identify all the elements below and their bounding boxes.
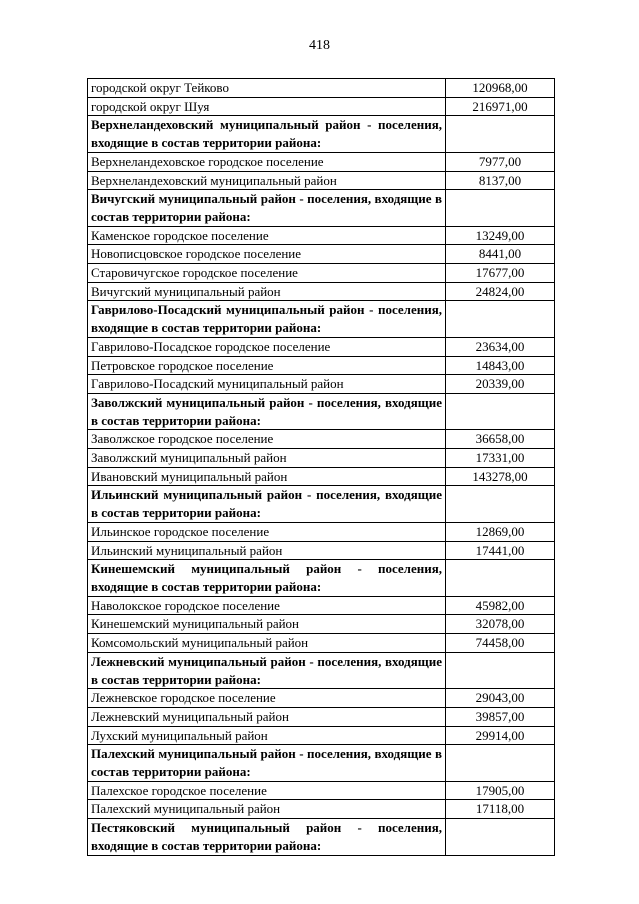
district-header-name: Пестяковский муниципальный район - поселения, входящие в состав территории района: xyxy=(88,819,446,855)
amount-cell: 39857,00 xyxy=(446,707,555,726)
amount-cell: 29043,00 xyxy=(446,689,555,708)
budget-table-body xyxy=(88,79,555,856)
district-header-name: Кинешемский муниципальный район - поселения, входящие в состав территории района: xyxy=(88,560,446,596)
district-header-row xyxy=(88,745,555,781)
entity-name-cell: Палехский муниципальный район xyxy=(88,800,446,819)
district-header-row xyxy=(88,819,555,855)
table-row xyxy=(88,467,555,486)
district-header-row xyxy=(88,652,555,688)
entity-name-cell: Лежневское городское поселение xyxy=(88,689,446,708)
amount-cell: 17677,00 xyxy=(446,264,555,283)
district-header-name: Гаврилово-Посадский муниципальный район - поселения, входящие в состав территории района: xyxy=(88,301,446,337)
table-row xyxy=(88,79,555,98)
entity-name-cell: Кинешемский муниципальный район xyxy=(88,615,446,634)
table-row xyxy=(88,264,555,283)
table-row xyxy=(88,226,555,245)
district-header-row xyxy=(88,190,555,226)
amount-cell xyxy=(446,301,555,337)
page-number: 418 xyxy=(309,38,330,53)
entity-name-cell: Петровское городское поселение xyxy=(88,356,446,375)
amount-cell xyxy=(446,393,555,429)
amount-cell: 74458,00 xyxy=(446,634,555,653)
entity-name-cell: городской округ Шуя xyxy=(88,97,446,116)
table-row xyxy=(88,726,555,745)
amount-cell xyxy=(446,560,555,596)
table-row xyxy=(88,781,555,800)
table-row xyxy=(88,97,555,116)
table-row xyxy=(88,634,555,653)
district-header-name: Ильинский муниципальный район - поселения, входящие в состав территории района: xyxy=(88,486,446,522)
amount-cell xyxy=(446,486,555,522)
table-row xyxy=(88,615,555,634)
amount-cell xyxy=(446,190,555,226)
entity-name-cell: Наволокское городское поселение xyxy=(88,596,446,615)
amount-cell xyxy=(446,745,555,781)
amount-cell: 17441,00 xyxy=(446,541,555,560)
table-row xyxy=(88,449,555,468)
table-row xyxy=(88,152,555,171)
entity-name-cell: Каменское городское поселение xyxy=(88,226,446,245)
table-row xyxy=(88,430,555,449)
entity-name-cell: Верхнеландеховское городское поселение xyxy=(88,152,446,171)
entity-name-cell: Старовичугское городское поселение xyxy=(88,264,446,283)
table-row xyxy=(88,707,555,726)
table-row xyxy=(88,356,555,375)
entity-name-cell: Заволжское городское поселение xyxy=(88,430,446,449)
entity-name-cell: Ильинское городское поселение xyxy=(88,522,446,541)
entity-name-cell: Лежневский муниципальный район xyxy=(88,707,446,726)
amount-cell: 45982,00 xyxy=(446,596,555,615)
district-header-row xyxy=(88,393,555,429)
entity-name-cell: Лухский муниципальный район xyxy=(88,726,446,745)
table-row xyxy=(88,800,555,819)
entity-name-cell: Палехское городское поселение xyxy=(88,781,446,800)
entity-name-cell: городской округ Тейково xyxy=(88,79,446,98)
entity-name-cell: Ильинский муниципальный район xyxy=(88,541,446,560)
entity-name-cell: Гаврилово-Посадское городское поселение xyxy=(88,337,446,356)
table-row xyxy=(88,541,555,560)
district-header-row xyxy=(88,560,555,596)
amount-cell: 36658,00 xyxy=(446,430,555,449)
table-row xyxy=(88,337,555,356)
table-row xyxy=(88,596,555,615)
district-header-row xyxy=(88,486,555,522)
amount-cell xyxy=(446,116,555,152)
table-row xyxy=(88,522,555,541)
amount-cell: 32078,00 xyxy=(446,615,555,634)
table-row xyxy=(88,375,555,394)
district-header-name: Палехский муниципальный район - поселения, входящие в состав территории района: xyxy=(88,745,446,781)
amount-cell xyxy=(446,652,555,688)
amount-cell: 8441,00 xyxy=(446,245,555,264)
table-row xyxy=(88,171,555,190)
entity-name-cell: Гаврилово-Посадский муниципальный район xyxy=(88,375,446,394)
district-header-name: Лежневский муниципальный район - поселения, входящие в состав территории района: xyxy=(88,652,446,688)
amount-cell: 120968,00 xyxy=(446,79,555,98)
district-header-name: Заволжский муниципальный район - поселения, входящие в состав территории района: xyxy=(88,393,446,429)
amount-cell: 143278,00 xyxy=(446,467,555,486)
amount-cell xyxy=(446,819,555,855)
amount-cell: 13249,00 xyxy=(446,226,555,245)
table-row xyxy=(88,282,555,301)
table-row xyxy=(88,245,555,264)
amount-cell: 24824,00 xyxy=(446,282,555,301)
district-header-name: Вичугский муниципальный район - поселения, входящие в состав территории района: xyxy=(88,190,446,226)
table-row xyxy=(88,689,555,708)
budget-table xyxy=(87,78,555,856)
amount-cell: 29914,00 xyxy=(446,726,555,745)
amount-cell: 17905,00 xyxy=(446,781,555,800)
amount-cell: 12869,00 xyxy=(446,522,555,541)
amount-cell: 17118,00 xyxy=(446,800,555,819)
amount-cell: 14843,00 xyxy=(446,356,555,375)
entity-name-cell: Новописцовское городское поселение xyxy=(88,245,446,264)
amount-cell: 8137,00 xyxy=(446,171,555,190)
entity-name-cell: Заволжский муниципальный район xyxy=(88,449,446,468)
entity-name-cell: Комсомольский муниципальный район xyxy=(88,634,446,653)
district-header-row xyxy=(88,301,555,337)
district-header-row xyxy=(88,116,555,152)
amount-cell: 17331,00 xyxy=(446,449,555,468)
district-header-name: Верхнеландеховский муниципальный район - поселения, входящие в состав территории района: xyxy=(88,116,446,152)
amount-cell: 20339,00 xyxy=(446,375,555,394)
amount-cell: 216971,00 xyxy=(446,97,555,116)
entity-name-cell: Верхнеландеховский муниципальный район xyxy=(88,171,446,190)
amount-cell: 7977,00 xyxy=(446,152,555,171)
entity-name-cell: Вичугский муниципальный район xyxy=(88,282,446,301)
entity-name-cell: Ивановский муниципальный район xyxy=(88,467,446,486)
amount-cell: 23634,00 xyxy=(446,337,555,356)
